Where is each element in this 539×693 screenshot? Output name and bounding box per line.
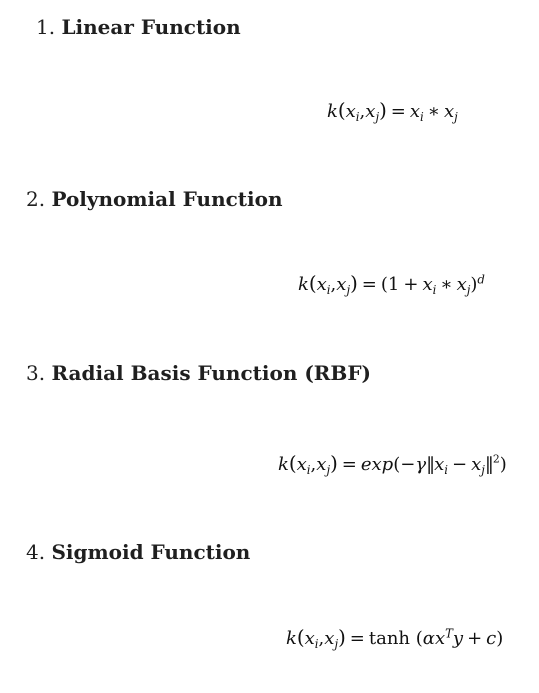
section-number: 4. (26, 540, 46, 564)
section-number: 1. (36, 15, 56, 39)
section-number: 3. (26, 361, 46, 385)
section-heading-sigmoid (26, 541, 250, 564)
formula-polynomial: $k(x_i,x_j) = (1 + x_i$ ∗ $x_j)^d$ (298, 272, 485, 298)
section-title: Polynomial Function (51, 187, 283, 211)
section-title: Linear Function (61, 15, 241, 39)
section-heading-linear (36, 16, 241, 39)
formula-rbf: $k(x_i,x_j)$ = $\exp(-\gamma‖x_i$ − $x_j‖^2$) (278, 452, 507, 478)
section-title: Sigmoid Function (51, 540, 251, 564)
section-title: Radial Basis Function (RBF) (51, 361, 371, 385)
formula-sigmoid: $k(x_i,x_j) = \tanh (\alpha x^Ty + c)$ (286, 626, 504, 652)
section-heading-rbf (26, 362, 371, 385)
section-number: 2. (26, 187, 46, 211)
section-heading-polynomial (26, 188, 283, 211)
formula-linear: $k(x_i,x_j) = x_i$ ∗ $x_j$ (327, 99, 458, 125)
